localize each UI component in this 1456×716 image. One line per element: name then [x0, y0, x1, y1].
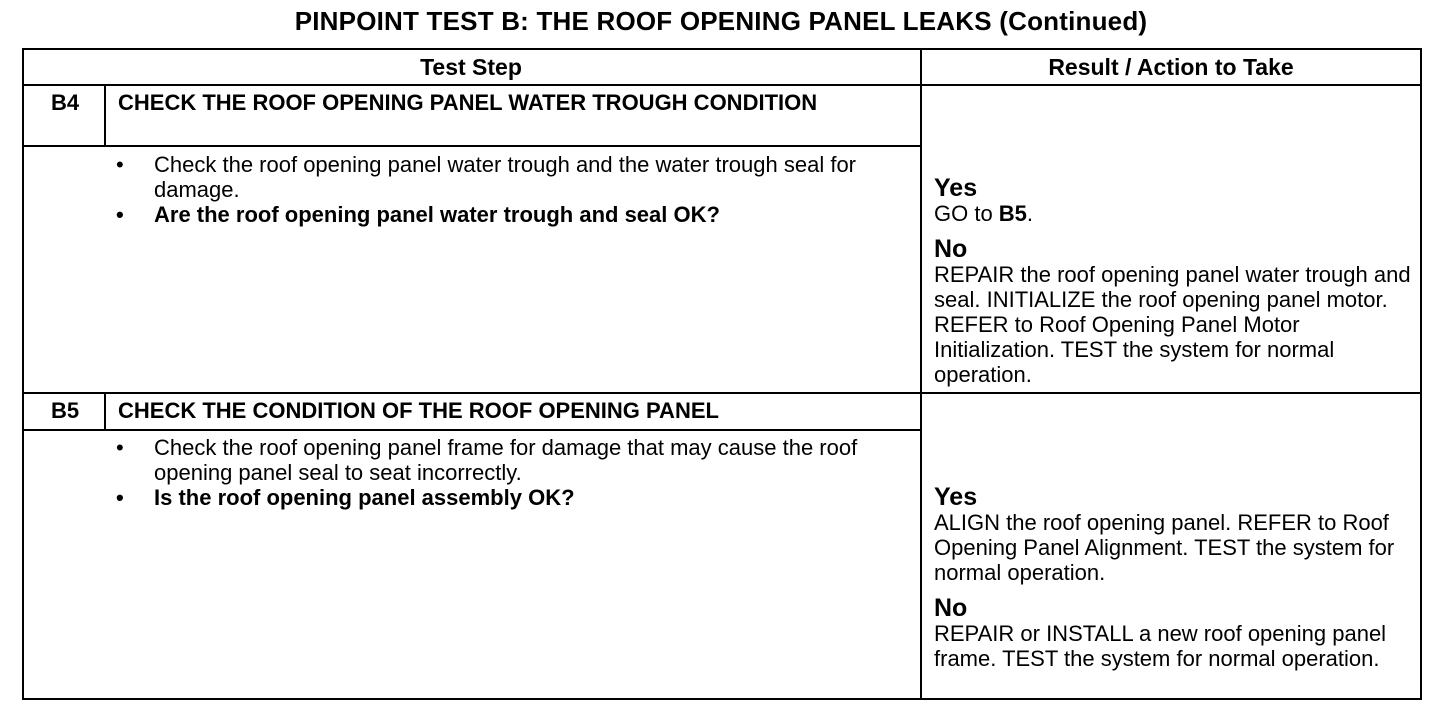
- bullet-icon: •: [116, 485, 124, 510]
- bullet-question: Are the roof opening panel water trough and seal OK?: [154, 202, 720, 227]
- bullet-question: Is the roof opening panel assembly OK?: [154, 485, 575, 510]
- header-divider: [22, 84, 1422, 86]
- yes-label: Yes: [934, 483, 978, 511]
- yes-action-text: GO to: [934, 201, 999, 226]
- bullet-icon: •: [116, 202, 124, 227]
- result-b5: [934, 484, 1414, 681]
- step-title-divider: [22, 429, 922, 431]
- row-divider: [22, 392, 1422, 394]
- list-item: [112, 435, 912, 485]
- yes-action-suffix: .: [1026, 201, 1034, 226]
- yes-action: ALIGN the roof opening panel. REFER to Roof Opening Panel Alignment. TEST the system for normal operation.: [934, 510, 1395, 585]
- list-item: [112, 202, 912, 227]
- no-action: REPAIR the roof opening panel water trough and seal. INITIALIZE the roof opening panel motor. REFER to Roof Opening Panel Motor Initialization. TEST the system for normal operation.: [934, 262, 1411, 387]
- step-id-b5: B5: [50, 398, 80, 423]
- header-test-step: Test Step: [420, 54, 522, 80]
- no-label: No: [934, 235, 968, 263]
- step-b4-bullets: [112, 152, 912, 227]
- goto-ref-b5: B5: [998, 201, 1027, 226]
- step-title-b4: CHECK THE ROOF OPENING PANEL WATER TROUGH CONDITION: [118, 90, 818, 115]
- result-b4: [934, 175, 1414, 397]
- bullet-text: Check the roof opening panel water trough and the water trough seal for damage.: [154, 152, 857, 202]
- list-item: [112, 485, 912, 510]
- yes-action: [934, 201, 1414, 226]
- step-id-b4: B4: [50, 90, 80, 115]
- bullet-text: Check the roof opening panel frame for damage that may cause the roof opening panel seal to seat incorrectly.: [154, 435, 858, 485]
- step-b5-bullets: [112, 435, 912, 510]
- no-action: REPAIR or INSTALL a new roof opening panel frame. TEST the system for normal operation.: [934, 621, 1387, 671]
- yes-label: Yes: [934, 174, 978, 202]
- no-label: No: [934, 594, 968, 622]
- bullet-icon: •: [116, 152, 124, 177]
- bullet-icon: •: [116, 435, 124, 460]
- page-title: PINPOINT TEST B: THE ROOF OPENING PANEL LEAKS (Continued): [294, 6, 1148, 36]
- step-title-divider: [22, 145, 922, 147]
- step-title-b5: CHECK THE CONDITION OF THE ROOF OPENING PANEL: [118, 398, 719, 423]
- list-item: [112, 152, 912, 202]
- header-result-action: Result / Action to Take: [1048, 54, 1294, 80]
